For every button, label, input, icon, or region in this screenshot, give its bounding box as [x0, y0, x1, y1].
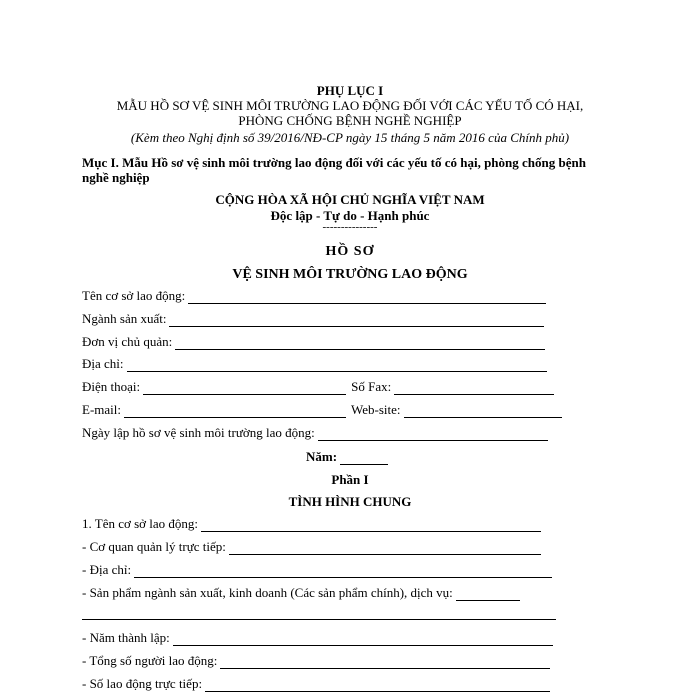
general-founded-label: - Năm thành lập:: [82, 630, 170, 645]
general-facility-name-blank[interactable]: [201, 519, 541, 532]
field-industry: [82, 311, 544, 329]
general-direct-agency-blank[interactable]: [229, 542, 541, 555]
general-facility-name: [82, 516, 541, 534]
doc-subtitle: VỆ SINH MÔI TRƯỜNG LAO ĐỘNG: [232, 267, 468, 282]
doc-title: HỒ SƠ: [325, 244, 375, 259]
field-phone-label: Điện thoại:: [82, 379, 141, 394]
field-fax-label: Số Fax:: [351, 379, 392, 394]
general-direct-agency-label: - Cơ quan quản lý trực tiếp:: [82, 539, 226, 554]
national-motto: Độc lập - Tự do - Hạnh phúc: [270, 208, 430, 223]
general-total-workers: [82, 653, 550, 671]
fax-blank[interactable]: [394, 382, 554, 395]
general-facility-name-label: 1. Tên cơ sở lao động:: [82, 516, 199, 531]
field-email-label: E-mail:: [82, 402, 121, 417]
part-label: Phần I: [331, 472, 369, 487]
appendix-heading: PHỤ LỤC I: [316, 83, 384, 98]
managing-unit-blank[interactable]: [175, 337, 545, 350]
created-date-blank[interactable]: [318, 428, 548, 441]
general-products: [82, 585, 520, 603]
email-blank[interactable]: [124, 405, 346, 418]
general-total-workers-blank[interactable]: [220, 656, 550, 669]
field-website-label: Web-site:: [351, 402, 401, 417]
part-title: TÌNH HÌNH CHUNG: [288, 494, 412, 509]
general-products-blank[interactable]: [456, 588, 520, 601]
phone-blank[interactable]: [143, 382, 346, 395]
general-address: [82, 562, 552, 580]
field-created-date-label: Ngày lập hồ sơ vệ sinh môi trường lao động:: [82, 425, 315, 440]
general-total-workers-label: - Tổng số người lao động:: [82, 653, 218, 668]
general-direct-workers: [82, 676, 550, 694]
general-direct-workers-blank[interactable]: [205, 679, 550, 692]
general-founded: [82, 630, 553, 648]
field-address-label: Địa chỉ:: [82, 356, 124, 371]
section-heading-line-1: Mục I. Mẫu Hồ sơ vệ sinh môi trường lao động đối với các yếu tố có hại, phòng chống bệnh: [82, 155, 586, 170]
decree-subtitle: (Kèm theo Nghị định số 39/2016/NĐ-CP ngày 15 tháng 5 năm 2016 của Chính phủ): [130, 130, 570, 145]
general-products-blank-line-2[interactable]: [82, 618, 556, 620]
field-email-website: [82, 402, 562, 420]
field-phone-fax: [82, 379, 554, 397]
general-direct-agency: [82, 539, 541, 557]
address-blank[interactable]: [127, 359, 547, 372]
year-blank[interactable]: [340, 452, 388, 465]
field-facility-name-label: Tên cơ sở lao động:: [82, 288, 186, 303]
general-founded-blank[interactable]: [173, 633, 553, 646]
field-facility-name: [82, 288, 546, 306]
title-line-1: MẪU HỒ SƠ VỆ SINH MÔI TRƯỜNG LAO ĐỘNG ĐỐI VỚI CÁC YẾU TỐ CÓ HẠI,: [116, 98, 584, 113]
title-line-2: PHÒNG CHỐNG BỆNH NGHỀ NGHIỆP: [238, 113, 462, 128]
field-managing-unit-label: Đơn vị chủ quản:: [82, 334, 173, 349]
field-year: [306, 449, 388, 467]
section-heading-line-2: nghề nghiệp: [82, 170, 150, 185]
field-industry-label: Ngành sản xuất:: [82, 311, 167, 326]
website-blank[interactable]: [404, 405, 562, 418]
facility-name-blank[interactable]: [188, 291, 546, 304]
general-direct-workers-label: - Số lao động trực tiếp:: [82, 676, 203, 691]
general-address-blank[interactable]: [134, 565, 552, 578]
general-address-label: - Địa chỉ:: [82, 562, 132, 577]
field-created-date: [82, 425, 548, 443]
industry-blank[interactable]: [169, 314, 544, 327]
national-divider: ---------------: [322, 221, 378, 233]
field-year-label: Năm:: [306, 449, 338, 464]
general-products-label: - Sản phẩm ngành sản xuất, kinh doanh (Các sản phẩm chính), dịch vụ:: [82, 585, 453, 600]
national-name: CỘNG HÒA XÃ HỘI CHỦ NGHĨA VIỆT NAM: [215, 192, 485, 207]
field-address: [82, 356, 547, 374]
field-managing-unit: [82, 334, 545, 352]
